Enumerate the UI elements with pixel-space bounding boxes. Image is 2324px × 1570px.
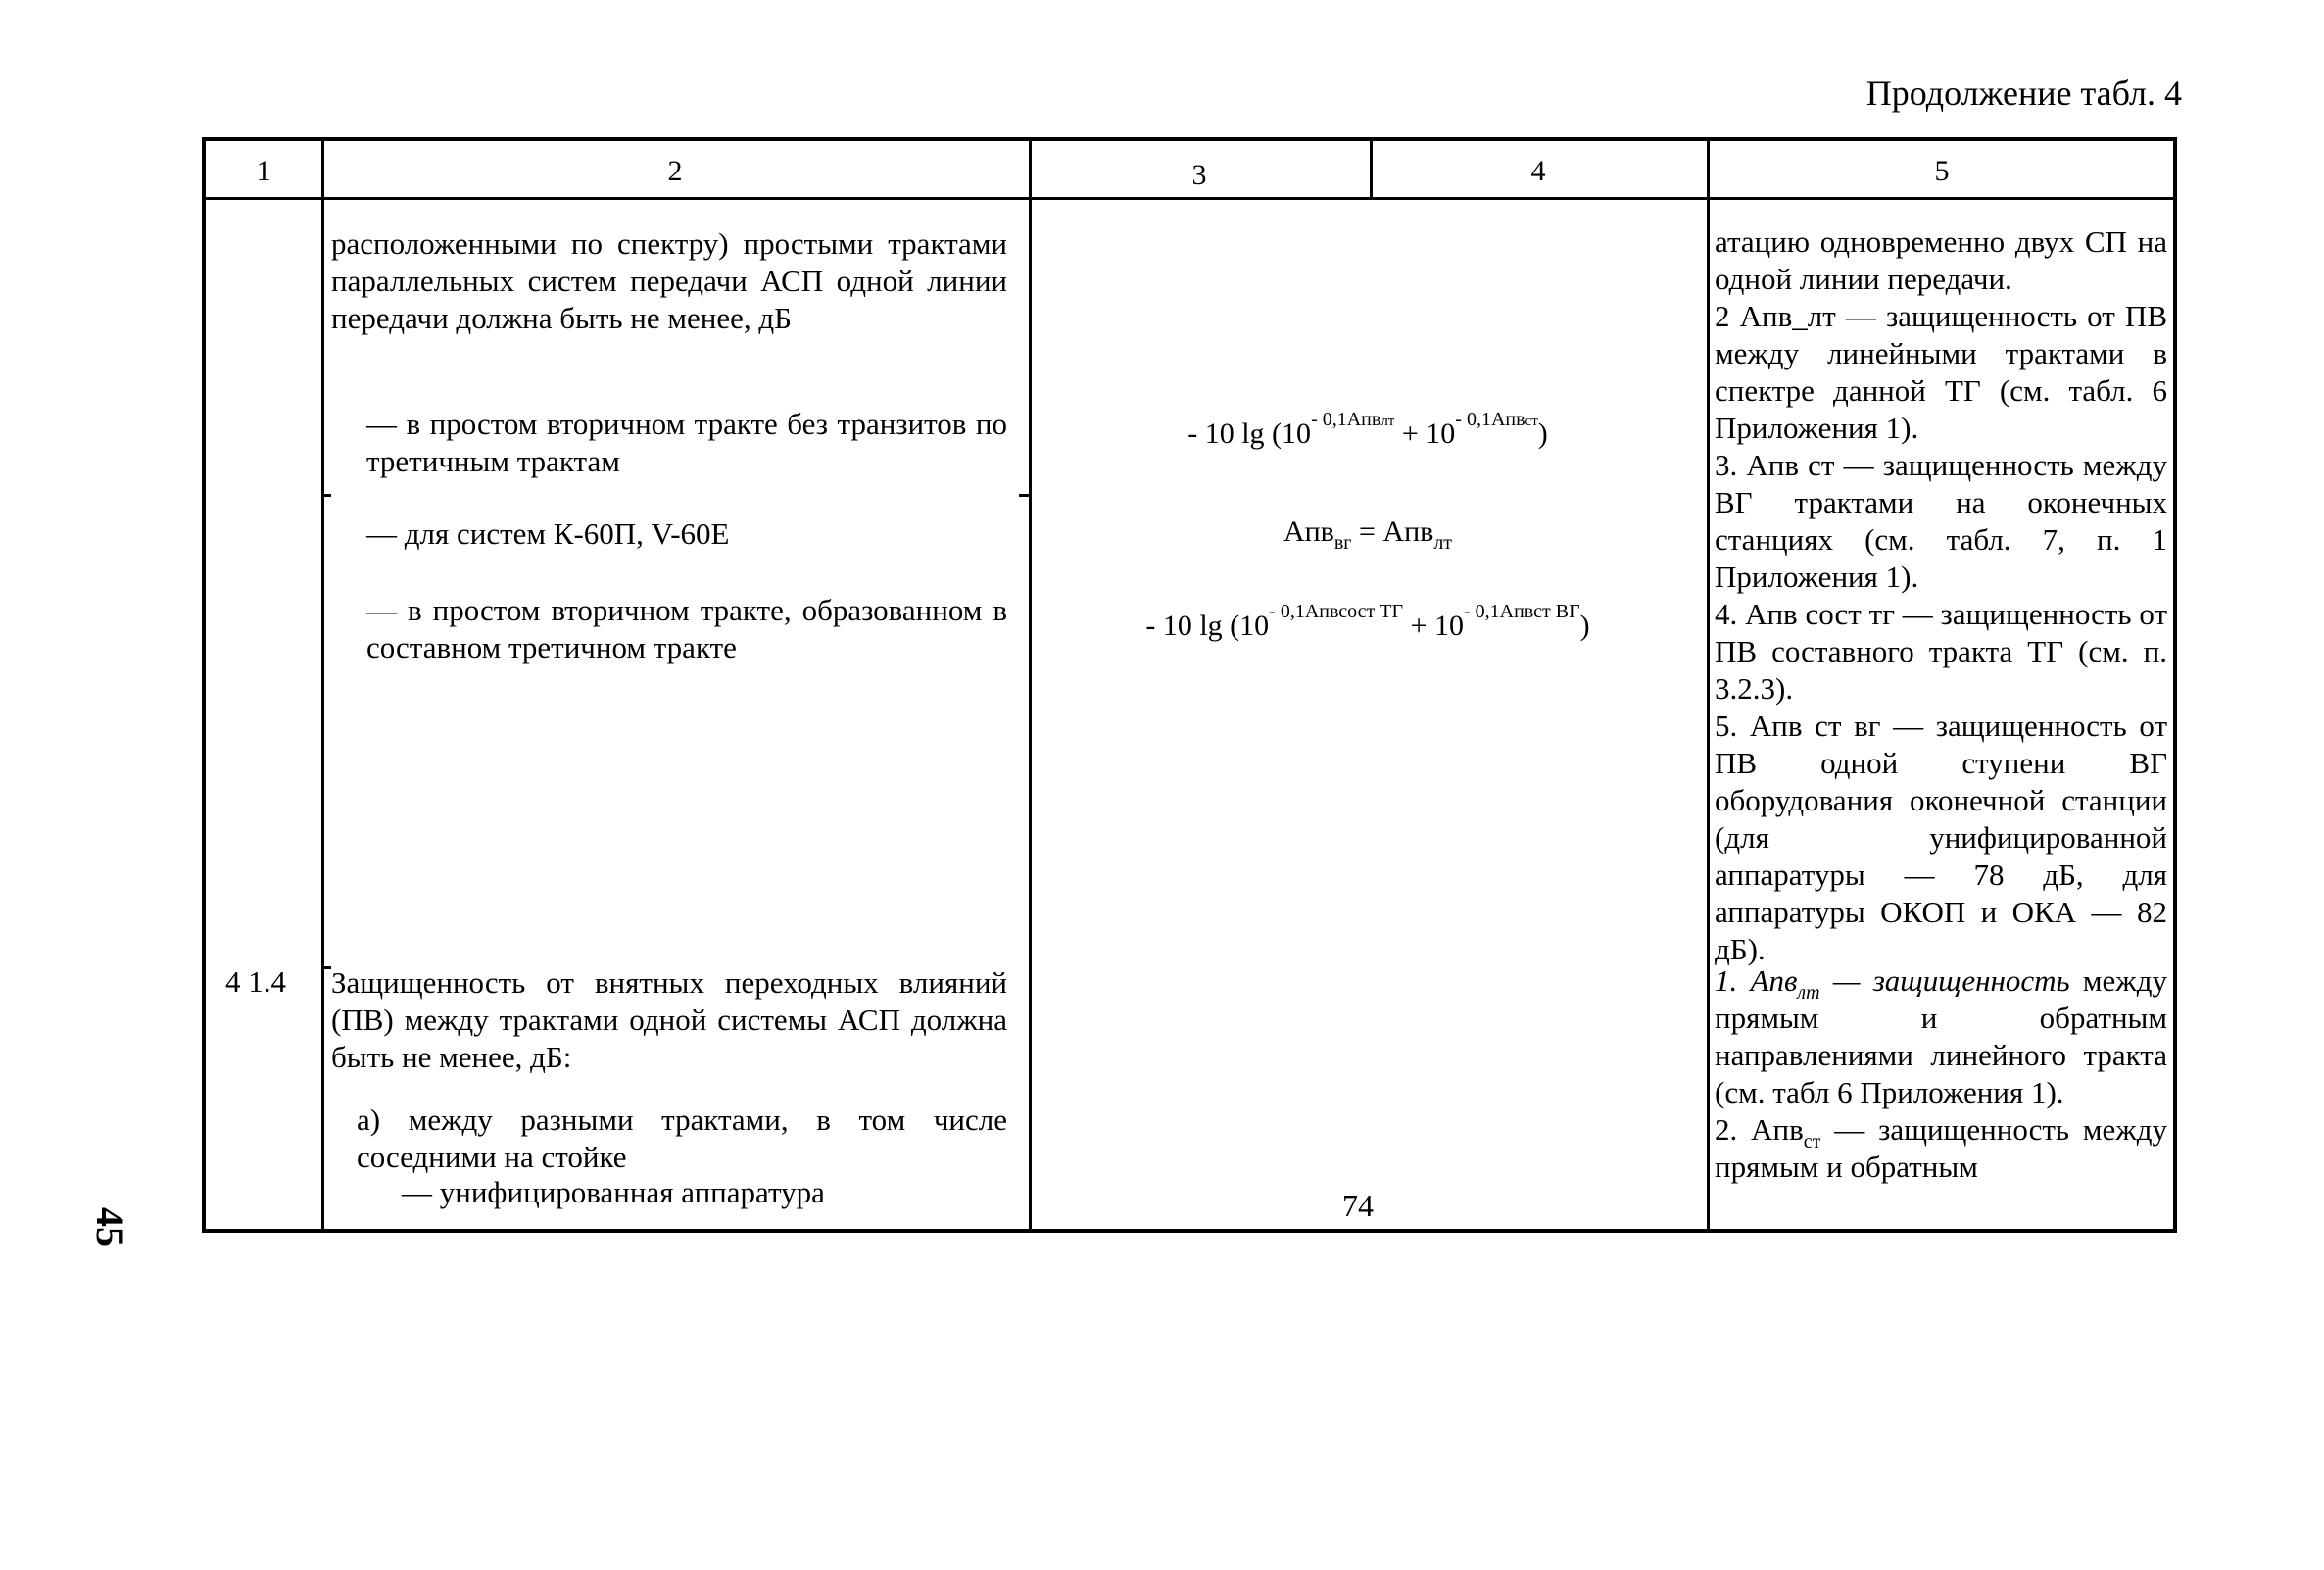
- note-item: 3. Апв ст — защищенность между ВГ трактами на оконечных станциях (см. табл. 7, п. 1 Приложения 1).: [1715, 448, 2167, 594]
- header-col-1: 1: [256, 155, 271, 187]
- note-item: 4. Апв сост тг — защищенность от ПВ составного тракта ТГ (см. п. 3.2.3).: [1715, 597, 2167, 706]
- row-tick: [321, 494, 331, 497]
- col-divider: [321, 141, 324, 1229]
- formula-1: - 10 $\lg (10^{- 0,1Апвлт} + 10^{- 0,1Апвст})$: [1187, 409, 1548, 450]
- header-divider: [206, 197, 2173, 200]
- row1-text-intro: расположенными по спектру) простыми трактами параллельных систем передачи АСП одной линии передачи должна быть не менее, дБ: [331, 226, 1007, 335]
- col-divider: [1029, 141, 1032, 1229]
- row2-notes: [1715, 962, 2167, 1186]
- row-tick: [1019, 494, 1029, 497]
- note-item: 5. Апв ст вг — защищенность от ПВ одной ступени ВГ оборудования оконечной станции (для унифицированной аппаратуры — 78 дБ, для аппаратуры ОКОП и ОКА — 82 дБ).: [1715, 709, 2167, 966]
- table-caption: Продолжение табл. 4: [1865, 74, 2182, 113]
- row1-item1: — в простом вторичном тракте без транзитов по третичным трактам: [366, 407, 1007, 478]
- row-tick: [321, 966, 331, 969]
- formula-3: - 10 $\lg (10^{- 0,1Апвсост ТГ} + 10^{- 0,1Апвст ВГ})$: [1145, 601, 1590, 642]
- row2-note-2: 2. Апв$_{ст}$ — защищенность между прямым и обратным: [1715, 1112, 2167, 1184]
- side-page-number: 45: [88, 1207, 132, 1247]
- row1-notes: [1715, 223, 2167, 968]
- row2-text-intro: Защищенность от внятных переходных влияний (ПВ) между трактами одной системы АСП должна быть не менее, дБ:: [331, 965, 1007, 1074]
- row2-value: 74: [1342, 1188, 1374, 1223]
- note-item: атацию одновременно двух СП на одной линии передачи.: [1715, 224, 2167, 296]
- header-col-4: 4: [1530, 155, 1546, 187]
- row2-number: 4 1.4: [225, 964, 286, 999]
- row2-note-1: 1. Апв$_{лт}$ — защищенность между прямым и обратным направлениями линейного тракта (см. табл 6 Приложения 1).: [1715, 963, 2167, 1109]
- col-divider: [1707, 141, 1710, 1229]
- row2-item-a1: — унифицированная аппаратура: [402, 1175, 825, 1209]
- row2-item-a: а) между разными трактами, в том числе соседними на стойке: [357, 1103, 1007, 1174]
- note-item: 2 Апв_лт — защищенность от ПВ между линейными трактами в спектре данной ТГ (см. табл. 6 Приложения 1).: [1715, 299, 2167, 445]
- row1-item3: — в простом вторичном тракте, образованном в составном третичном тракте: [366, 593, 1007, 664]
- header-col-2: 2: [667, 155, 683, 187]
- row1-item2: — для систем К-60П, V-60Е: [366, 516, 730, 551]
- formula-2: Апв$_{вг}$ = Апв$_{лт}$: [1283, 515, 1453, 554]
- header-col-3: 3: [1191, 159, 1207, 191]
- data-table: [202, 137, 2177, 1233]
- header-col-5: 5: [1934, 155, 1950, 187]
